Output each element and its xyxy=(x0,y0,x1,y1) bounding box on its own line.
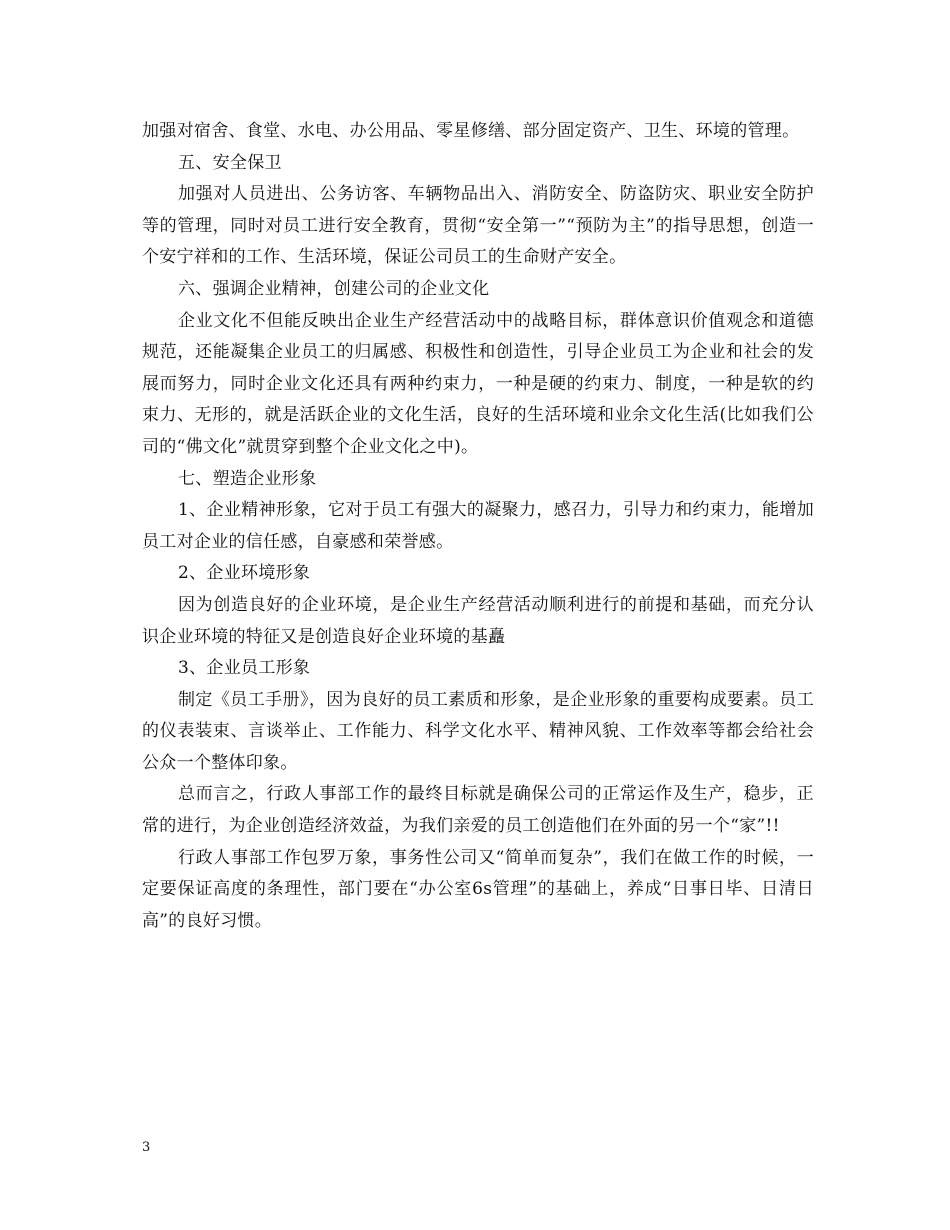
paragraph: 总而言之，行政人事部工作的最终目标就是确保公司的正常运作及生产，稳步，正常的进行，为企业创造经济效益，为我们亲爱的员工创造他们在外面的另一个“家”!! xyxy=(142,784,814,837)
subsection-heading: 3、企业员工形象 xyxy=(178,658,311,679)
paragraph: 因为创造良好的企业环境，是企业生产经营活动顺利进行的前提和基础，而充分认识企业环境的特征又是创造良好企业环境的基矗 xyxy=(142,594,814,647)
section-heading: 六、强调企业精神，创建公司的企业文化 xyxy=(178,278,490,299)
paragraph: 制定《员工手册》，因为良好的员工素质和形象，是企业形象的重要构成要素。员工的仪表装束、言谈举止、工作能力、科学文化水平、精神风貌、工作效率等都会给社会公众一个整体印象。 xyxy=(142,689,814,773)
paragraph: 1、企业精神形象，它对于员工有强大的凝聚力，感召力，引导力和约束力，能增加员工对企业的信任感，自豪感和荣誉感。 xyxy=(142,500,814,552)
subsection-heading: 2、企业环境形象 xyxy=(178,563,311,584)
page-number: 3 xyxy=(142,1140,151,1155)
paragraph: 企业文化不但能反映出企业生产经营活动中的战略目标，群体意识价值观念和道德规范，还能凝集企业员工的归属感、积极性和创造性，引导企业员工为企业和社会的发展而努力，同时企业文化还具有两种约束力，一种是硬的约束力、制度，一种是软的约束力、无形的，就是活跃企业的文化生活，良好的生活环境和业余文化生活(比如我们公司的“佛文化”就贯穿到整个企业文化之中)。 xyxy=(142,310,814,457)
section-heading: 七、塑造企业形象 xyxy=(178,468,317,489)
section-heading: 五、安全保卫 xyxy=(178,152,282,173)
paragraph: 行政人事部工作包罗万象，事务性公司又“简单而复杂”，我们在做工作的时候，一定要保证高度的条理性，部门要在“办公室6s管理”的基础上，养成“日事日毕、日清日高”的良好习惯。 xyxy=(142,847,814,931)
document-body xyxy=(142,116,814,937)
paragraph: 加强对宿舍、食堂、水电、办公用品、零星修缮、部分固定资产、卫生、环境的管理。 xyxy=(142,121,800,141)
paragraph: 加强对人员进出、公务访客、车辆物品出入、消防安全、防盗防灾、职业安全防护等的管理，同时对员工进行安全教育，贯彻“安全第一”“预防为主”的指导思想，创造一个安宁祥和的工作、生活环境，保证公司员工的生命财产安全。 xyxy=(142,184,814,268)
